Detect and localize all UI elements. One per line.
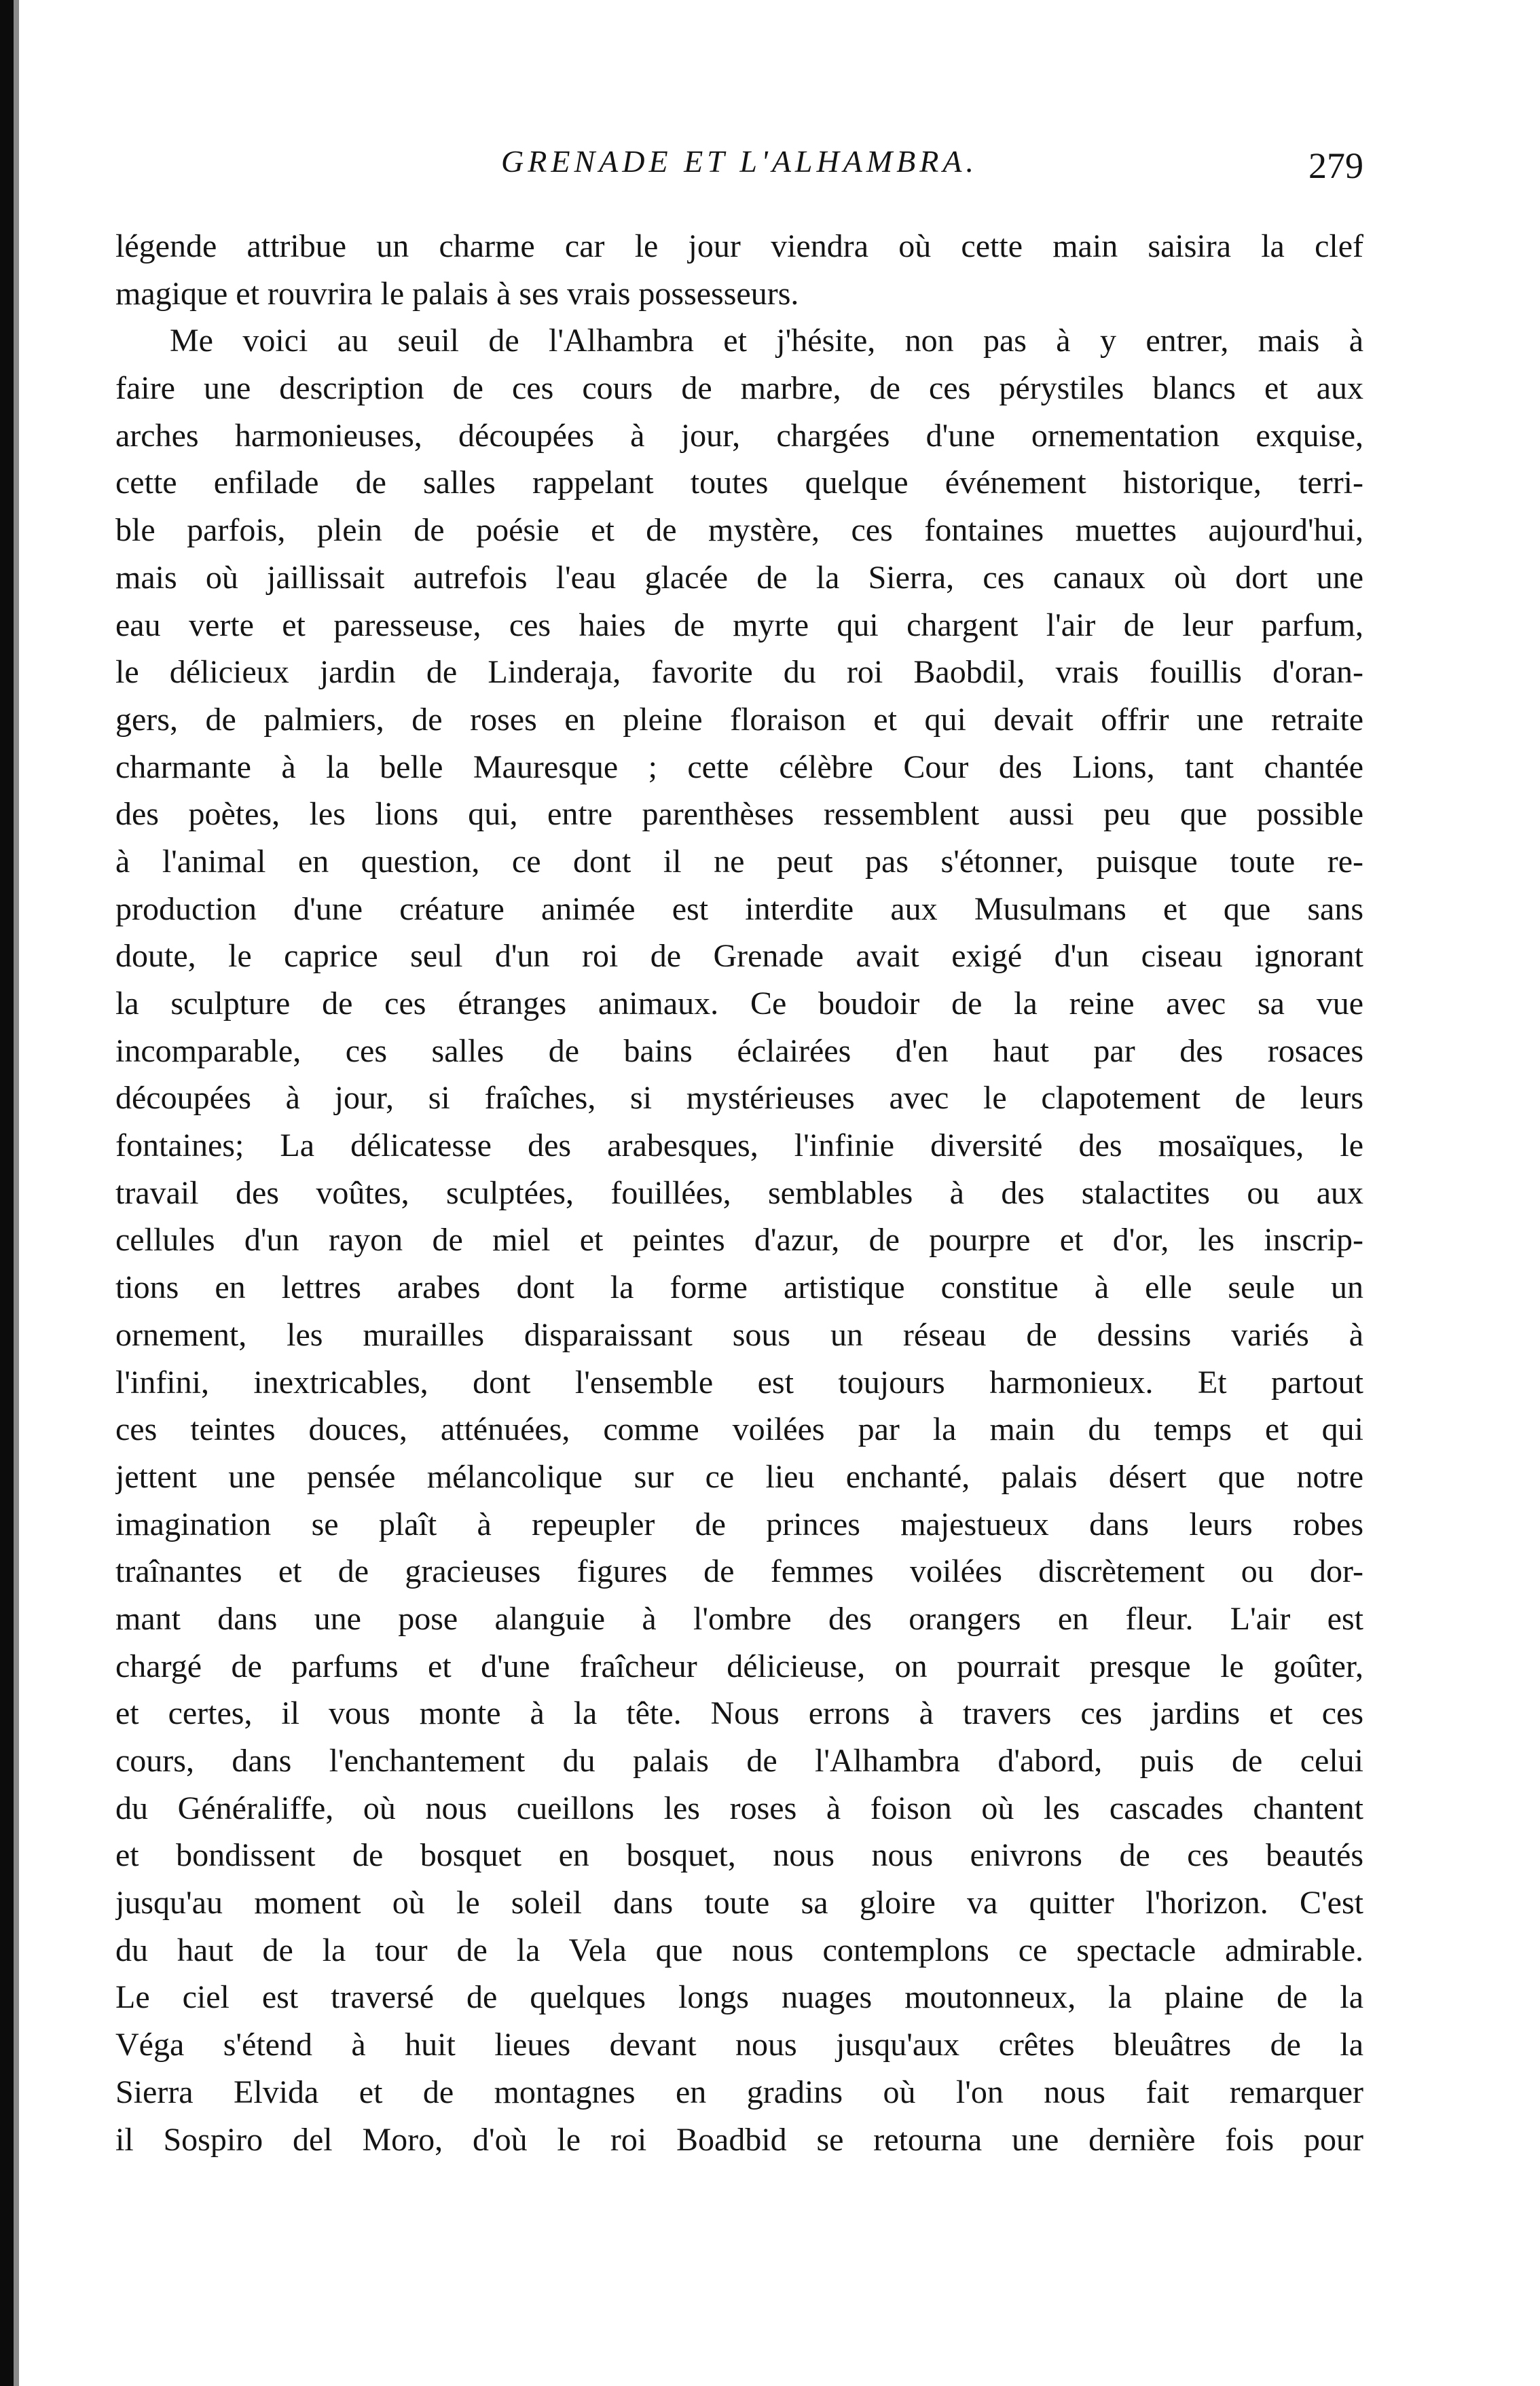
text-line: magique et rouvrira le palais à ses vrais possesseurs. xyxy=(115,275,799,312)
text-line: du Généraliffe, où nous cueillons les roses à foison où les cascades chantent xyxy=(115,1790,1363,1826)
text-line: découpées à jour, si fraîches, si mystérieuses avec le clapotement de leurs xyxy=(115,1080,1363,1117)
text-line: fontaines; La délicatesse des arabesques, l'infinie diversité des mosaïques, le xyxy=(115,1127,1363,1164)
scan-binding-shadow xyxy=(14,0,19,2386)
page-number: 279 xyxy=(1308,145,1363,186)
text-line: gers, de palmiers, de roses en pleine floraison et qui devait offrir une retraite xyxy=(115,701,1363,738)
text-line: Le ciel est traversé de quelques longs nuages moutonneux, la plaine de la xyxy=(115,1979,1363,2016)
text-line: cellules d'un rayon de miel et peintes d'azur, de pourpre et d'or, les inscrip- xyxy=(115,1222,1363,1259)
text-line: Véga s'étend à huit lieues devant nous jusqu'aux crêtes bleuâtres de la xyxy=(115,2027,1363,2063)
running-title: GRENADE ET L'ALHAMBRA. xyxy=(501,144,978,179)
paragraph-first-line: Me voici au seuil de l'Alhambra et j'hésite, non pas à y entrer, mais à xyxy=(170,323,1363,359)
scan-binding-edge xyxy=(0,0,14,2386)
text-line: imagination se plaît à repeupler de princes majestueux dans leurs robes xyxy=(115,1506,1363,1542)
text-line: Sierra Elvida et de montagnes en gradins où l'on nous fait remarquer xyxy=(115,2074,1363,2110)
text-line: faire une description de ces cours de marbre, de ces pérystiles blancs et aux xyxy=(115,370,1363,407)
text-line: traînantes et de gracieuses figures de femmes voilées discrètement ou dor- xyxy=(115,1553,1363,1590)
text-line: travail des voûtes, sculptées, fouillées, semblables à des stalactites ou aux xyxy=(115,1174,1363,1211)
text-line: eau verte et paresseuse, ces haies de myrte qui chargent l'air de leur parfum, xyxy=(115,607,1363,643)
text-line: la sculpture de ces étranges animaux. Ce boudoir de la reine avec sa vue xyxy=(115,986,1363,1022)
text-line: du haut de la tour de la Vela que nous contemplons ce spectacle admirable. xyxy=(115,1932,1363,1968)
text-line: mant dans une pose alanguie à l'ombre des orangers en fleur. L'air est xyxy=(115,1600,1363,1637)
text-line: charmante à la belle Mauresque ; cette célèbre Cour des Lions, tant chantée xyxy=(115,748,1363,785)
text-line: il Sospiro del Moro, d'où le roi Boadbid se retourna une dernière fois pour xyxy=(115,2121,1363,2158)
text-line: jettent une pensée mélancolique sur ce lieu enchanté, palais désert que notre xyxy=(115,1458,1363,1495)
text-line: des poètes, les lions qui, entre parenthèses ressemblent aussi peu que possible xyxy=(115,796,1363,833)
text-line: cours, dans l'enchantement du palais de l'Alhambra d'abord, puis de celui xyxy=(115,1743,1363,1779)
text-line: le délicieux jardin de Linderaja, favorite du roi Baobdil, vrais fouillis d'oran- xyxy=(115,654,1363,691)
text-line: ble parfois, plein de poésie et de mystère, ces fontaines muettes aujourd'hui, xyxy=(115,512,1363,549)
text-line: ces teintes douces, atténuées, comme voilées par la main du temps et qui xyxy=(115,1411,1363,1448)
text-line: l'infini, inextricables, dont l'ensemble est toujours harmonieux. Et partout xyxy=(115,1364,1363,1400)
text-line: mais où jaillissait autrefois l'eau glacée de la Sierra, ces canaux où dort une xyxy=(115,559,1363,596)
text-line: doute, le caprice seul d'un roi de Grenade avait exigé d'un ciseau ignorant xyxy=(115,938,1363,975)
page-header xyxy=(115,141,1363,196)
text-line: ornement, les murailles disparaissant sous un réseau de dessins variés à xyxy=(115,1316,1363,1353)
text-line: arches harmonieuses, découpées à jour, chargées d'une ornementation exquise, xyxy=(115,417,1363,454)
text-line: cette enfilade de salles rappelant toutes quelque événement historique, terri- xyxy=(115,465,1363,501)
text-line: chargé de parfums et d'une fraîcheur délicieuse, on pourrait presque le goûter, xyxy=(115,1648,1363,1684)
text-line: tions en lettres arabes dont la forme artistique constitue à elle seule un xyxy=(115,1269,1363,1306)
text-line: jusqu'au moment où le soleil dans toute sa gloire va quitter l'horizon. C'est xyxy=(115,1885,1363,1921)
text-line: incomparable, ces salles de bains éclairées d'en haut par des rosaces xyxy=(115,1032,1363,1069)
text-line: à l'animal en question, ce dont il ne peut pas s'étonner, puisque toute re- xyxy=(115,843,1363,880)
text-line: et bondissent de bosquet en bosquet, nous nous enivrons de ces beautés xyxy=(115,1837,1363,1874)
text-line: légende attribue un charme car le jour viendra où cette main saisira la clef xyxy=(115,228,1363,264)
text-line: et certes, il vous monte à la tête. Nous errons à travers ces jardins et ces xyxy=(115,1695,1363,1732)
text-line: production d'une créature animée est interdite aux Musulmans et que sans xyxy=(115,890,1363,927)
body-text xyxy=(115,223,1363,2163)
